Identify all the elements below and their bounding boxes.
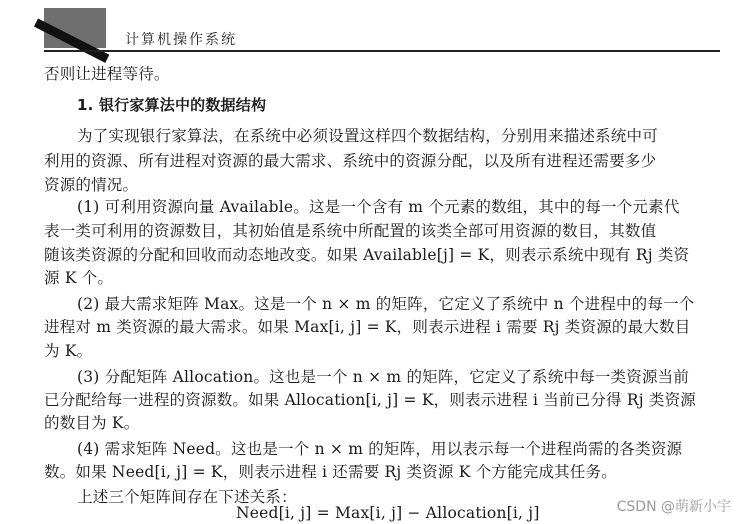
text-line: (2) 最大需求矩阵 Max。这是一个 n × m 的矩阵，它定义了系统中 n 个进程中的每一个 xyxy=(77,295,695,313)
text-line: 上述三个矩阵间存在下述关系： xyxy=(77,488,297,506)
watermark: CSDN @萌新小宇 xyxy=(616,499,731,515)
text-line: (1) 可利用资源向量 Available。这是一个含有 m 个元素的数组，其中的每一个元素代 xyxy=(77,198,680,216)
page-header xyxy=(0,0,745,52)
formula: Need[i, j] = Max[i, j] − Allocation[i, j] xyxy=(236,504,540,522)
text-line: 为 K。 xyxy=(44,342,93,360)
book-title: 计算机操作系统 xyxy=(125,32,237,48)
text-line: 利用的资源、所有进程对资源的最大需求、系统中的资源分配，以及所有进程还需要多少 xyxy=(44,152,657,170)
text-line: 否则让进程等待。 xyxy=(44,65,170,83)
text-line: (4) 需求矩阵 Need。这也是一个 n × m 的矩阵，用以表示每一个进程尚需的各类资源 xyxy=(77,440,683,458)
text-line: 资源的情况。 xyxy=(44,176,139,194)
header-rule xyxy=(44,50,720,52)
text-line: 随该类资源的分配和回收而动态地改变。如果 Available[j] = K，则表示系统中现有 Rj 类资 xyxy=(44,246,690,264)
text-line: 数。如果 Need[i, j] = K，则表示进程 i 还需要 Rj 类资源 K 个方能完成其任务。 xyxy=(44,463,617,481)
text-line: (3) 分配矩阵 Allocation。这也是一个 n × m 的矩阵，它定义了系统中每一类资源当前 xyxy=(77,368,690,386)
text-line: 已分配给每一进程的资源数。如果 Allocation[i, j] = K，则表示进程 i 当前已分得 Rj 类资源 xyxy=(44,391,696,409)
section-heading: 1. 银行家算法中的数据结构 xyxy=(77,96,267,114)
text-line: 源 K 个。 xyxy=(44,269,114,287)
text-line: 的数目为 K。 xyxy=(44,414,140,432)
text-line: 为了实现银行家算法，在系统中必须设置这样四个数据结构，分别用来描述系统中可 xyxy=(77,127,658,145)
text-line: 表一类可利用的资源数目，其初始值是系统中所配置的该类全部可用资源的数目，其数值 xyxy=(44,222,657,240)
text-line: 进程对 m 类资源的最大需求。如果 Max[i, j] = K，则表示进程 i 需要 Rj 类资源的最大数目 xyxy=(44,318,691,336)
